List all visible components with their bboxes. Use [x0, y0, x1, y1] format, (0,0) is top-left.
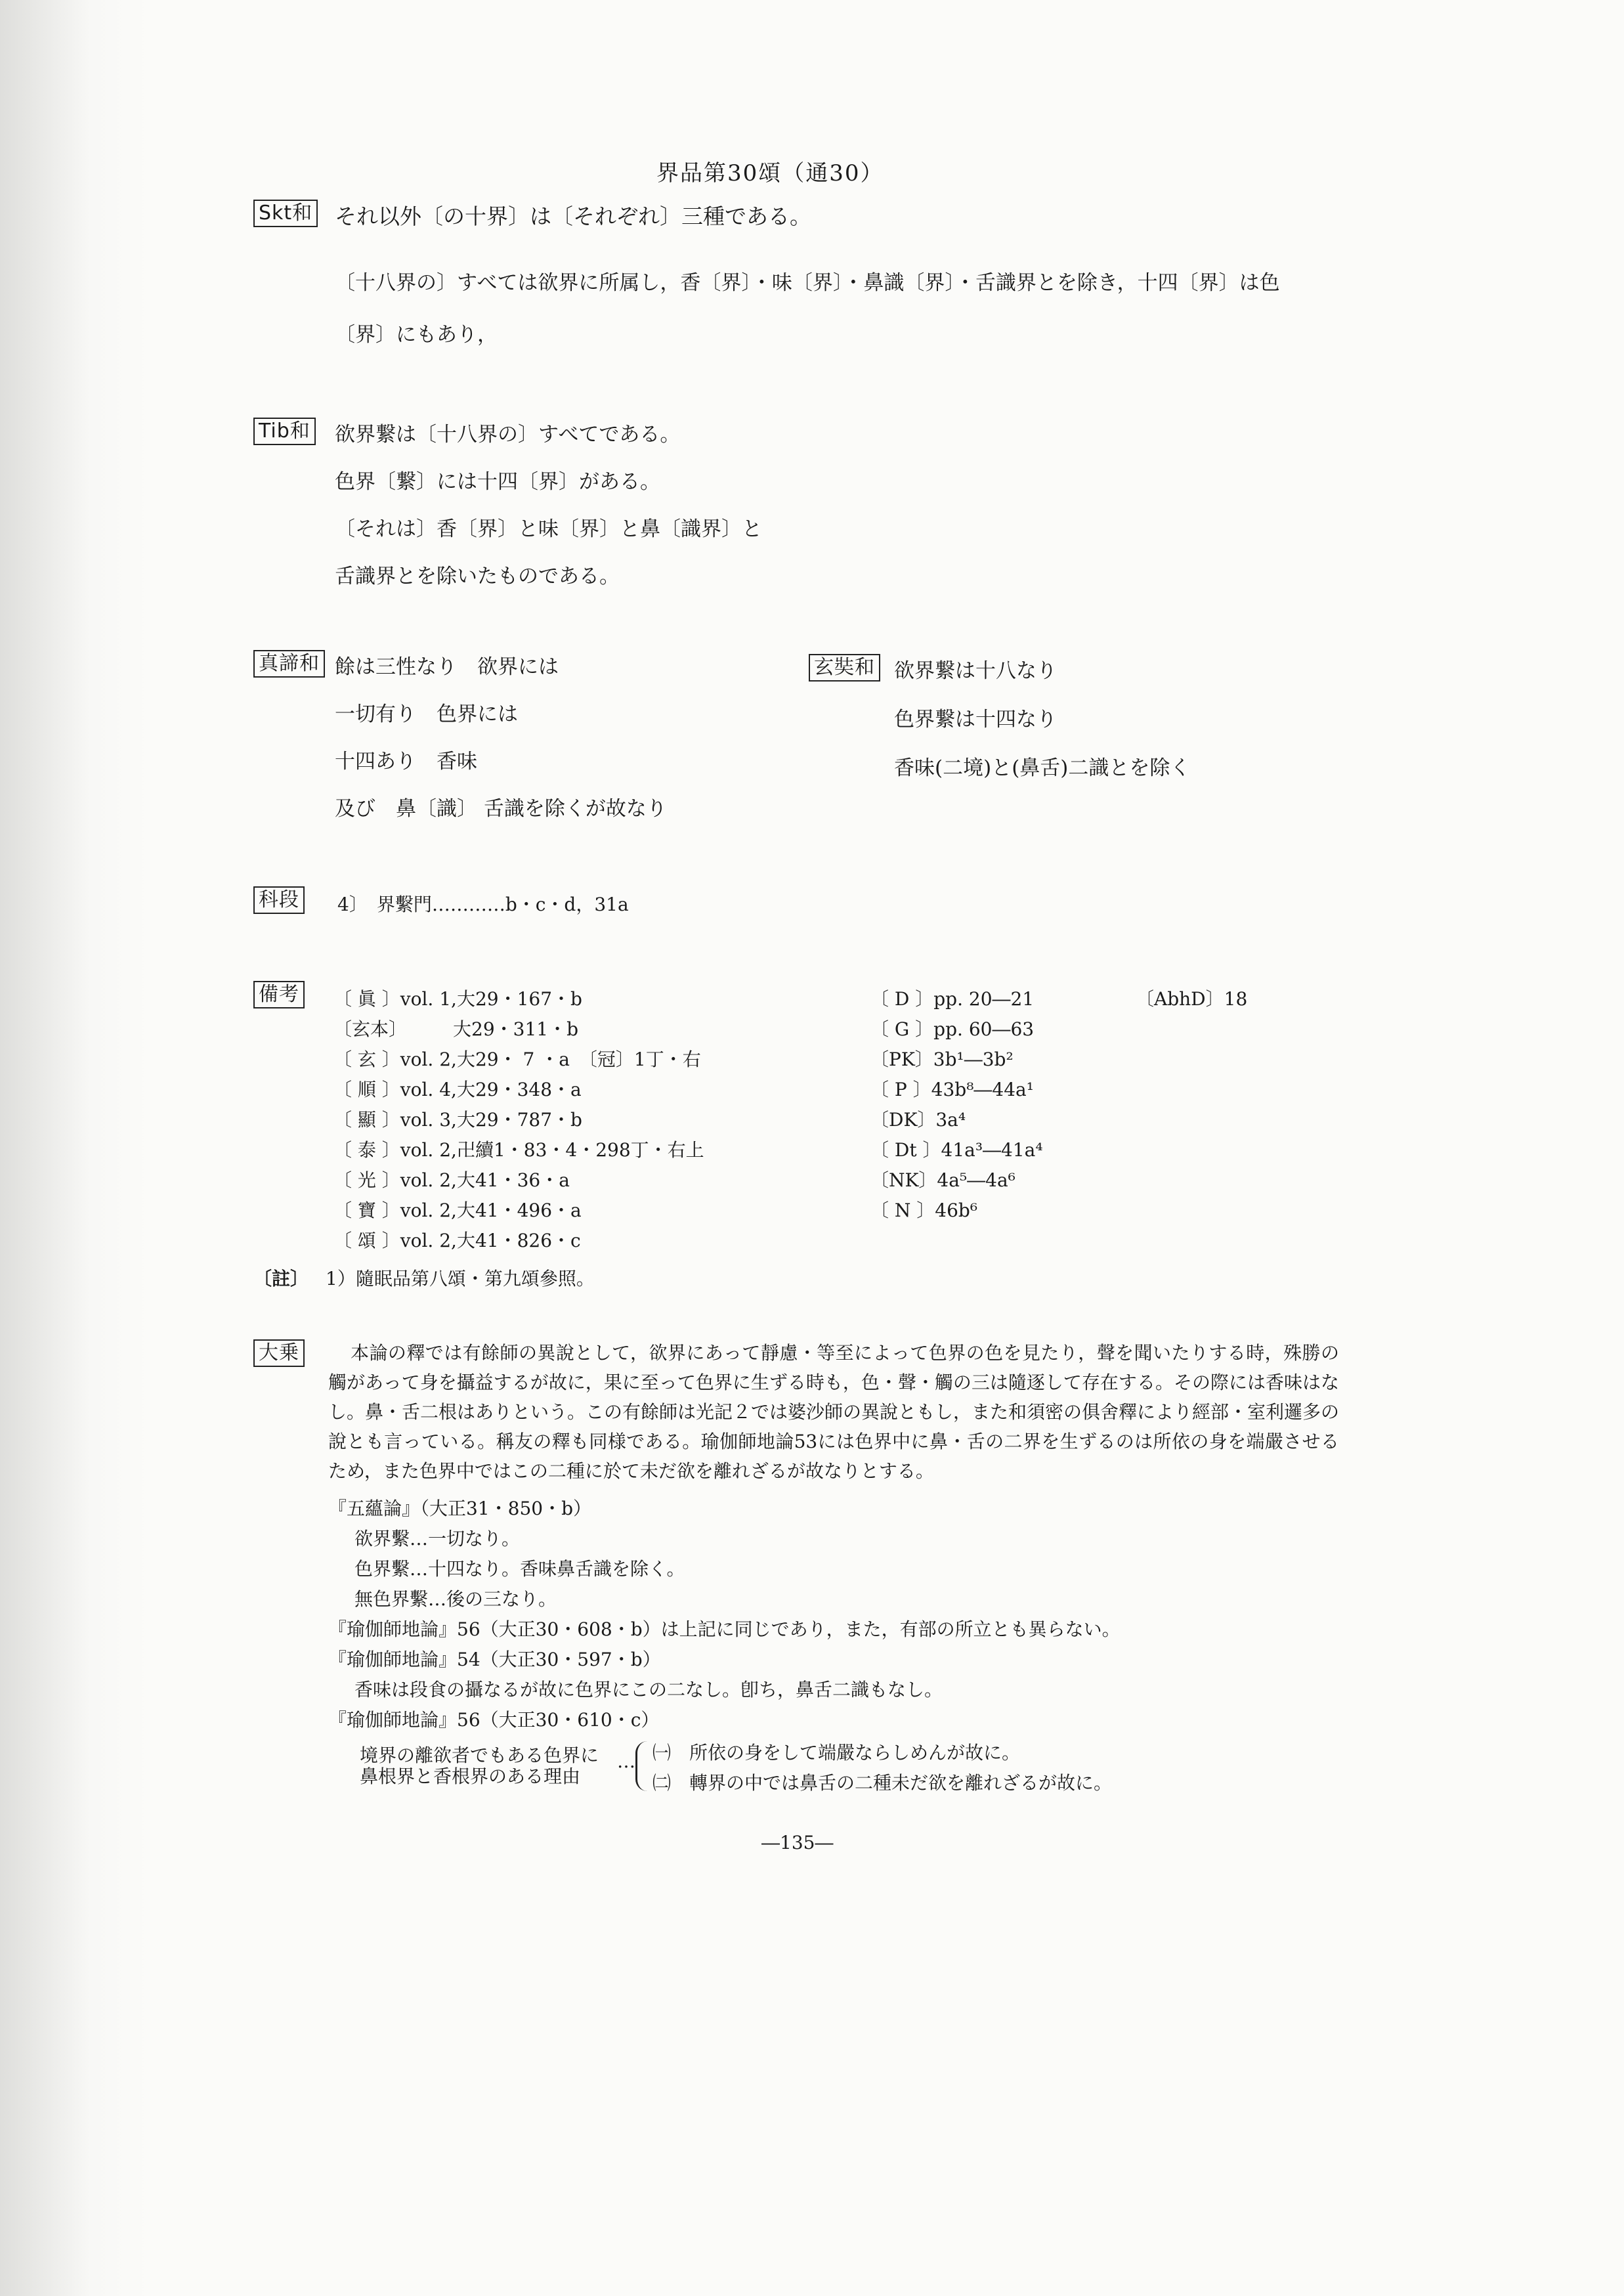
biko-right-line: 〔 P 〕43b⁸―44a¹ — [870, 1079, 1034, 1100]
shintai-line: 一切有り 色界には — [335, 703, 518, 726]
genjo-line: 欲界繋は十八なり — [894, 659, 1057, 683]
taijo-cite-3: 『瑜伽師地論』54（大正30・597・b） — [328, 1649, 661, 1670]
label-kadan: 科段 — [253, 886, 305, 914]
tib-line: 〔それは〕香〔界〕と味〔界〕と鼻〔識界〕と — [335, 517, 762, 541]
biko-right-line: 〔NK〕4a⁵―4a⁶ — [870, 1169, 1015, 1191]
reason-item-2: ㈡ 轉界の中では鼻舌の二種未だ欲を離れざるが故に。 — [652, 1772, 1113, 1794]
taijo-cite-1-a: 欲界繫…一切なり。 — [354, 1528, 521, 1549]
biko-right-line: 〔DK〕3a⁴ — [870, 1109, 966, 1131]
scan-edge-shadow — [0, 0, 151, 2296]
tib-line: 欲界繋は〔十八界の〕すべてである。 — [335, 423, 681, 446]
biko-right-line: 〔 G 〕pp. 60―63 — [870, 1018, 1035, 1040]
chu-text: 1）隨眠品第八頌・第九頌參照。 — [326, 1268, 595, 1289]
biko-left-line: 〔 光 〕vol. 2,大41・36・a — [333, 1169, 570, 1191]
biko-left-line: 〔 泰 〕vol. 2,卍續1・83・4・298丁・右上 — [333, 1139, 704, 1161]
biko-left-line: 〔 頌 〕vol. 2,大41・826・c — [333, 1230, 581, 1251]
skt-line-1: それ以外〔の十界〕は〔それぞれ〕三種である。 — [335, 204, 811, 229]
label-genjo: 玄奘和 — [809, 654, 880, 682]
biko-left-line: 〔 順 〕vol. 4,大29・348・a — [333, 1079, 582, 1100]
taijo-cite-1-b: 色界繫…十四なり。香味鼻舌識を除く。 — [354, 1558, 685, 1580]
biko-right-line: 〔 Dt 〕41a³―41a⁴ — [870, 1139, 1043, 1161]
taijo-cite-4: 『瑜伽師地論』56（大正30・610・c） — [328, 1709, 660, 1731]
genjo-line: 色界繋は十四なり — [894, 708, 1057, 731]
reason-brace — [635, 1741, 652, 1791]
biko-right-line: 〔 N 〕46b⁶ — [870, 1200, 978, 1221]
taijo-cite-3-a: 香味は段食の攝なるが故に色界にこの二なし。卽ち，鼻舌二識もなし。 — [354, 1679, 943, 1700]
label-skt: Skt和 — [253, 200, 318, 227]
genjo-line: 香味(二境)と(鼻舌)二識とを除く — [894, 756, 1191, 780]
label-taijo: 大乗 — [253, 1339, 305, 1367]
skt-line-2: 〔十八界の〕すべては欲界に所属し，香〔界〕・味〔界〕・鼻識〔界〕・舌識界とを除き，十四〔界〕は色 — [335, 271, 1280, 295]
tib-line: 色界〔繋〕には十四〔界〕がある。 — [335, 470, 660, 494]
biko-abhd: 〔AbhD〕18 — [1136, 988, 1248, 1010]
tib-line: 舌識界とを除いたものである。 — [335, 565, 620, 588]
biko-left-line: 〔 寶 〕vol. 2,大41・496・a — [333, 1200, 582, 1221]
reason-item-1: ㈠ 所依の身をして端嚴ならしめんが故に。 — [652, 1742, 1021, 1764]
page-title: 界品第30頌（通30） — [656, 160, 884, 186]
taijo-cite-1-c: 無色界繫…後の三なり。 — [354, 1588, 557, 1610]
label-shintai: 真諦和 — [253, 650, 325, 678]
page-number: ―135― — [761, 1832, 834, 1853]
taijo-cite-2: 『瑜伽師地論』56（大正30・608・b）は上記に同じであり，また，有部の所立とも異らない。 — [328, 1618, 1121, 1640]
biko-left-line: 〔 眞 〕vol. 1,大29・167・b — [333, 988, 582, 1010]
label-tib: Tib和 — [253, 418, 316, 445]
shintai-line: 十四あり 香味 — [335, 750, 477, 773]
taijo-cite-1: 『五蘊論』（大正31・850・b） — [328, 1498, 591, 1519]
biko-right-line: 〔 D 〕pp. 20―21 — [870, 988, 1035, 1010]
shintai-line: 餘は三性なり 欲界には — [335, 655, 559, 679]
reason-dots: … — [617, 1750, 635, 1772]
shintai-line: 及び 鼻〔識〕 舌識を除くが故なり — [335, 797, 667, 821]
biko-left-line: 〔玄本〕 大29・311・b — [333, 1018, 578, 1040]
biko-left-line: 〔 顯 〕vol. 3,大29・787・b — [333, 1109, 582, 1131]
reason-label-1: 境界の離欲者でもある色界に — [360, 1744, 599, 1766]
biko-right-line: 〔PK〕3b¹―3b² — [870, 1049, 1014, 1070]
reason-label-2: 鼻根界と香根界のある理由 — [360, 1765, 581, 1787]
label-chu: 〔註〕 — [253, 1268, 309, 1289]
skt-line-3: 〔界〕にもあり， — [335, 323, 498, 347]
label-biko: 備考 — [253, 981, 305, 1008]
kadan-text: 4〕 界繫門…………b・c・d，31a — [337, 894, 629, 915]
biko-left-line: 〔 玄 〕vol. 2,大29・ 7 ・a 〔冠〕1丁・右 — [333, 1049, 701, 1070]
taijo-paragraph: 本論の釋では有餘師の異說として，欲界にあって靜慮・等至によって色界の色を見たり，聲を聞いたりする時，殊勝の觸があって身を攝益するが故に，果に至って色界に生ずる時も，色・聲・觸の三は隨逐して存在する。その際には香味はなし。鼻・舌二根はありという。この有餘師は光記２では婆沙師の異說ともし，また和須密の俱舍釋により經部・室利邏多の說とも言っている。稱友の釋も同様である。瑜伽師地論53には色界中に鼻・舌の二界を生ずるのは所依の身を端嚴させるため，また色界中ではこの二種に於て未だ欲を離れざるが故なりとする。 — [328, 1342, 1340, 1482]
